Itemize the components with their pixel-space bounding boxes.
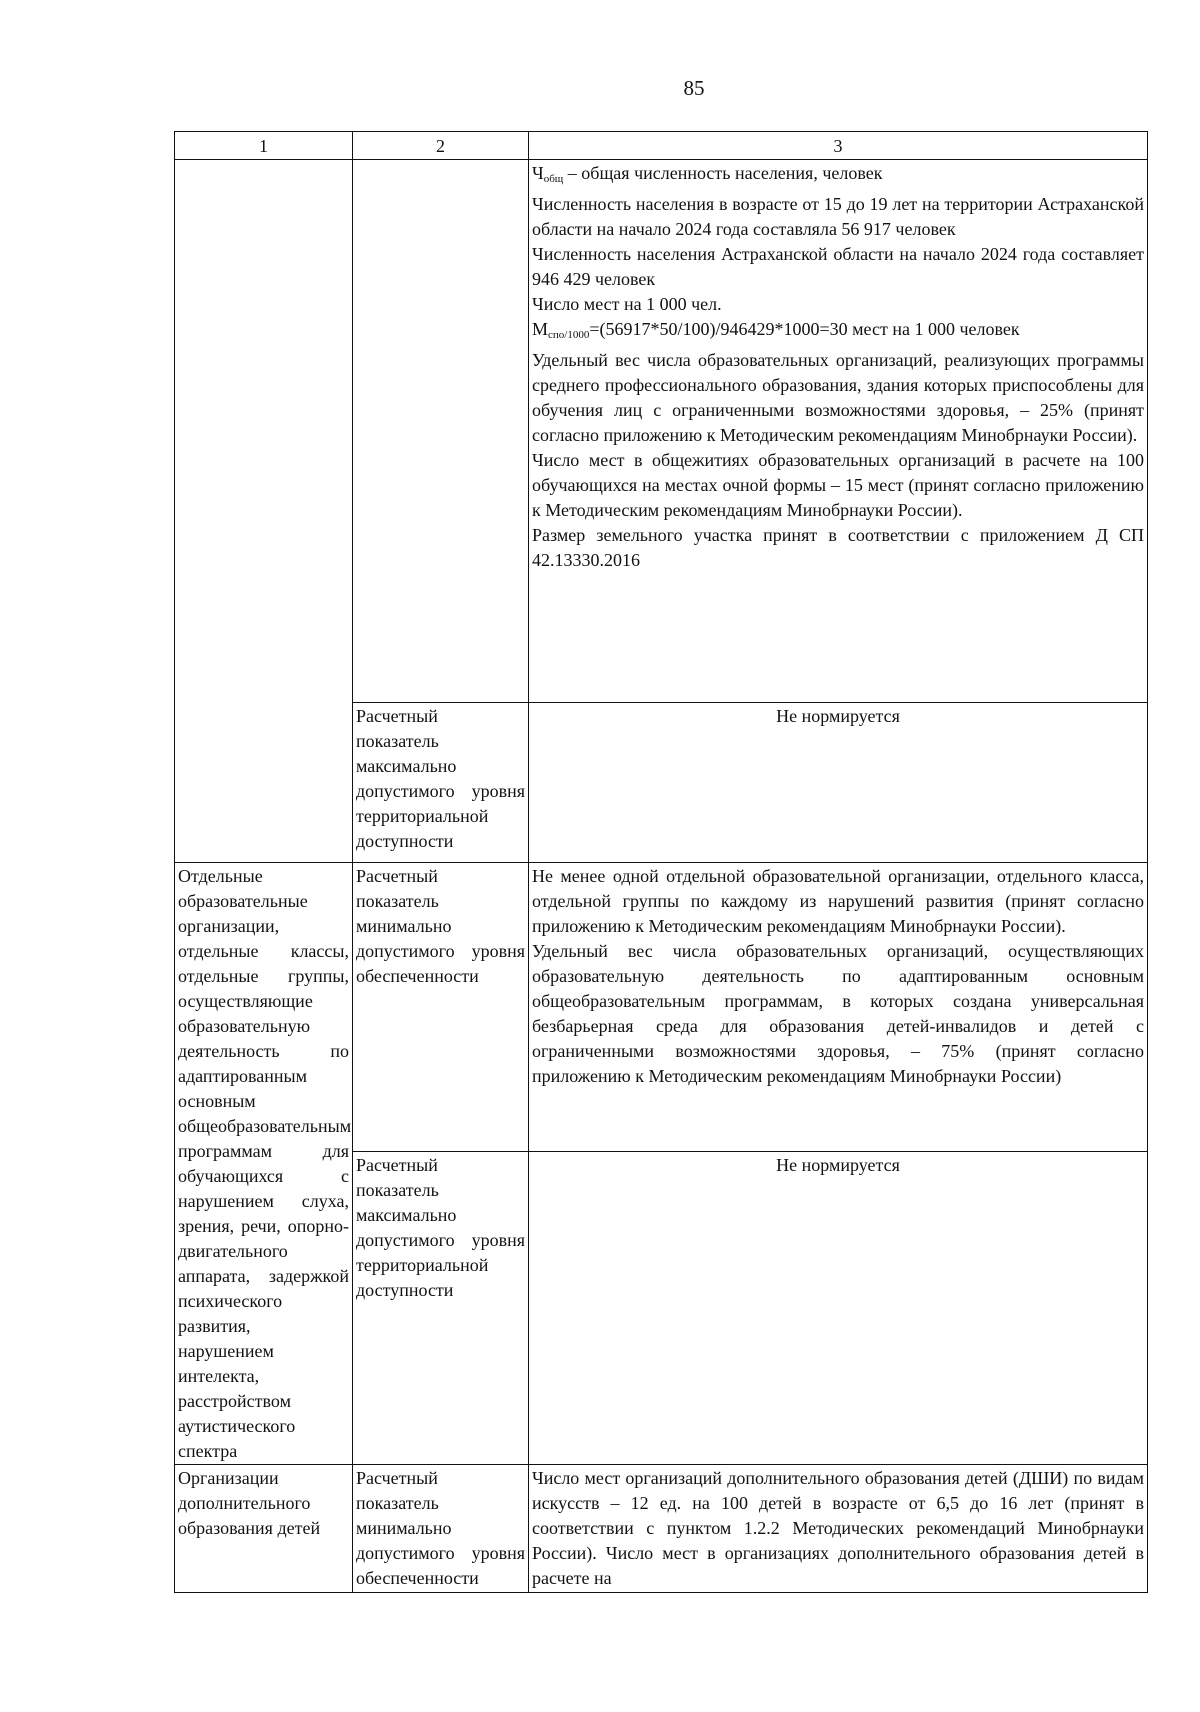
table-row xyxy=(175,863,1148,1152)
row3-value-p1: Не менее одной отдельной образовательной организации, отдельного класса, отдельной группы по каждому из нарушений развития (принят согласно приложению к Методическим рекомендациям Минобрнауки России). xyxy=(532,866,1144,936)
adapted-programs-organizations-cell: Отдельные образовательные организации, отдельные классы, отдельные группы, осуществляющие образовательную деятельность по адаптированным основным общеобразовательным программам для обучающихся с нарушением слуха, зрения, речи, опорно-двигательного аппарата, задержкой психического развития, нарушением интелекта, расстройством аутистического спектра xyxy=(175,863,353,1465)
population-total-text: Численность населения Астраханской области на начало 2024 года составляет 946 429 человек xyxy=(532,244,1144,289)
header-col-1: 1 xyxy=(175,132,353,160)
dormitory-places-text: Число мест в общежитиях образовательных организаций в расчете на 100 обучающихся на местах очной формы – 15 мест (принят согласно приложению к Методическим рекомендациям Минобрнауки России). xyxy=(532,450,1144,520)
row4-indicator: Расчетный показатель максимально допустимого уровня территориальной доступности xyxy=(353,1152,529,1465)
row2-value: Не нормируется xyxy=(529,703,1148,863)
header-col-2: 2 xyxy=(353,132,529,160)
land-plot-text: Размер земельного участка принят в соответствии с приложением Д СП 42.13330.2016 xyxy=(532,525,1144,570)
table-row xyxy=(175,703,1148,863)
table-row xyxy=(175,160,1148,703)
row3-value xyxy=(529,863,1148,1152)
row1-col2 xyxy=(353,160,529,703)
additional-education-cell: Организации дополнительного образования детей xyxy=(175,1465,353,1593)
row3-value-p2: Удельный вес числа образовательных организаций, осуществляющих образовательную деятельность по адаптированным основным общеобразовательным программам, в которых создана универсальная безбарьерная среда для образования детей-инвалидов и детей с ограниченными возможностями здоровья, – 75% (принят согласно приложению к Методическим рекомендациям Минобрнауки России) xyxy=(532,941,1144,1086)
header-col-3: 3 xyxy=(529,132,1148,160)
row4-value: Не нормируется xyxy=(529,1152,1148,1465)
places-per-1000-text: Число мест на 1 000 чел. xyxy=(532,294,722,314)
row2-col1 xyxy=(175,703,353,863)
table-header-row xyxy=(175,132,1148,160)
row3-indicator: Расчетный показатель минимально допустимого уровня обеспеченности xyxy=(353,863,529,1152)
share-organizations-text: Удельный вес числа образовательных организаций, реализующих программы среднего профессионального образования, здания которых приспособлены для обучения лиц с ограниченными возможностями здоровья, – 25% (принят согласно приложению к Методическим рекомендациям Минобрнауки России). xyxy=(532,350,1144,445)
row1-col3 xyxy=(529,160,1148,703)
population-15-19-text: Численность населения в возрасте от 15 до 19 лет на территории Астраханской области на начало 2024 года составляла 56 917 человек xyxy=(532,194,1144,239)
row5-value: Число мест организаций дополнительного образования детей (ДШИ) по видам искусств – 12 ед. на 100 детей в возрасте от 6,5 до 16 лет (принят в соответствии с пунктом 1.2.2 Методических рекомендаций Минобрнауки России). Число мест в организациях дополнительного образования детей в расчете на xyxy=(529,1465,1148,1593)
page-number: 85 xyxy=(683,76,705,100)
row1-col1 xyxy=(175,160,353,703)
obsch-definition: $Ч_{общ}$ – общая численность населения, человек xyxy=(532,163,883,185)
formula-text: $М_{спо/1000}=(56917*50/100)/946429*1000=30$ мест на 1 000 человек xyxy=(532,319,1020,341)
row5-indicator: Расчетный показатель минимально допустимого уровня обеспеченности xyxy=(353,1465,529,1593)
row2-indicator: Расчетный показатель максимально допустимого уровня территориальной доступности xyxy=(353,703,529,863)
table-row xyxy=(175,1465,1148,1593)
normative-table xyxy=(174,131,1148,1593)
